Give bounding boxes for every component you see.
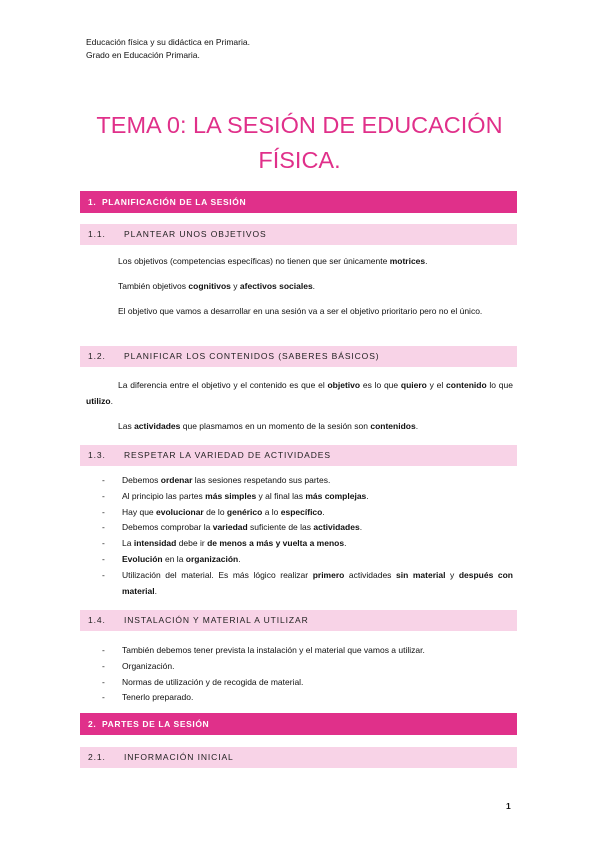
list-item — [102, 505, 513, 521]
subsection-heading-2-1: 2.1. INFORMACIÓN INICIAL — [80, 747, 517, 768]
dash-bullet: - — [102, 538, 105, 549]
list-item-text: Hay que evolucionar de lo genérico a lo específico. — [122, 506, 325, 517]
paragraph-contents-2: Las actividades que plasmamos en un momento de la sesión son contenidos. — [118, 421, 419, 431]
bold-term: quiero — [400, 380, 427, 390]
list-item — [102, 643, 513, 659]
bold-term: más complejas — [305, 490, 367, 501]
bold-term: ordenar — [160, 475, 193, 485]
activities-list — [102, 473, 513, 599]
bold-term: motrices — [389, 256, 426, 266]
list-item-text: Utilización del material. Es más lógico realizar primero actividades sin material y después con material. — [122, 569, 514, 596]
list-item-text: Normas de utilización y de recogida de material. — [122, 676, 304, 687]
list-item — [102, 659, 513, 675]
subsection-heading-2-1-title: INFORMACIÓN INICIAL — [124, 752, 234, 762]
bold-term: de menos a más y vuelta a menos — [207, 538, 345, 549]
list-item — [102, 675, 513, 691]
list-item — [102, 552, 513, 568]
subsection-heading-1-4: 1.4. INSTALACIÓN Y MATERIAL A UTILIZAR — [80, 610, 517, 631]
page-header — [86, 36, 250, 62]
dash-bullet: - — [102, 490, 105, 501]
dash-bullet: - — [102, 506, 105, 517]
bold-term: contenidos — [370, 421, 416, 431]
dash-bullet: - — [102, 553, 105, 564]
bold-term: primero — [312, 569, 345, 580]
bold-term: variedad — [212, 522, 248, 533]
subsection-heading-1-1-title: PLANTEAR UNOS OBJETIVOS — [124, 229, 267, 239]
list-item — [102, 473, 513, 489]
list-item — [102, 690, 513, 706]
subsection-heading-1-2: 1.2. PLANIFICAR LOS CONTENIDOS (SABERES BÁSICOS) — [80, 346, 517, 367]
list-item — [102, 536, 513, 552]
dash-bullet: - — [102, 645, 105, 655]
list-item-text: Debemos comprobar la variedad suficiente de las actividades. — [122, 522, 363, 533]
dash-bullet: - — [102, 660, 105, 671]
bold-term: después con material — [122, 569, 514, 596]
subsection-heading-1-4-title: INSTALACIÓN Y MATERIAL A UTILIZAR — [124, 615, 309, 625]
bold-term: actividades — [134, 421, 181, 431]
bold-term: evolucionar — [156, 506, 204, 517]
bold-term: afectivos sociales — [239, 281, 313, 291]
bold-term: más simples — [205, 490, 257, 501]
subsection-heading-1-1: 1.1. PLANTEAR UNOS OBJETIVOS — [80, 224, 517, 245]
paragraph-objectives-3: El objetivo que vamos a desarrollar en una sesión va a ser el objetivo prioritario pero no el único. — [118, 306, 483, 316]
bold-term: organización — [185, 553, 239, 564]
bold-term: Evolución — [122, 553, 163, 564]
paragraph-contents-1: La diferencia entre el objetivo y el contenido es que el objetivo es lo que quiero y el contenido lo que utilizo. — [86, 380, 513, 406]
list-item-text: También debemos tener prevista la instalación y el material que vamos a utilizar. — [122, 645, 425, 655]
list-item — [102, 520, 513, 536]
section-heading-1-title: PLANIFICACIÓN DE LA SESIÓN — [102, 197, 247, 207]
document-title: TEMA 0: LA SESIÓN DE EDUCACIÓN FÍSICA. — [96, 112, 503, 173]
list-item — [102, 568, 513, 600]
subsection-heading-1-2-title: PLANIFICAR LOS CONTENIDOS (SABERES BÁSICOS) — [124, 351, 380, 361]
bold-term: intensidad — [133, 538, 177, 549]
subsection-heading-1-3-title: RESPETAR LA VARIEDAD DE ACTIVIDADES — [124, 450, 331, 460]
section-heading-1: 1. PLANIFICACIÓN DE LA SESIÓN — [80, 191, 517, 213]
list-item-text: Tenerlo preparado. — [122, 692, 194, 703]
list-item-text: Debemos ordenar las sesiones respetando sus partes. — [122, 475, 331, 485]
section-heading-2-title: PARTES DE LA SESIÓN — [102, 719, 210, 729]
subsection-heading-1-3: 1.3. RESPETAR LA VARIEDAD DE ACTIVIDADES — [80, 445, 517, 466]
list-item — [102, 489, 513, 505]
bold-term: actividades — [313, 522, 360, 533]
bold-term: específico — [280, 506, 323, 517]
list-item-text: La intensidad debe ir de menos a más y vuelta a menos. — [122, 538, 347, 549]
bold-term: genérico — [226, 506, 263, 517]
list-item-text: Evolución en la organización. — [122, 553, 241, 564]
header-degree: Grado en Educación Primaria. — [86, 50, 200, 60]
dash-bullet: - — [102, 569, 105, 580]
paragraph-objectives-1: Los objetivos (competencias específicas) no tienen que ser únicamente motrices. — [118, 256, 428, 266]
dash-bullet: - — [102, 676, 105, 687]
bold-term: contenido — [446, 380, 487, 390]
paragraph-objectives-2: También objetivos cognitivos y afectivos sociales. — [118, 281, 316, 291]
dash-bullet: - — [102, 475, 105, 485]
bold-term: objetivo — [327, 380, 361, 390]
dash-bullet: - — [102, 522, 105, 533]
bold-term: cognitivos — [188, 281, 231, 291]
bold-term: sin material — [396, 569, 446, 580]
section-heading-2: 2. PARTES DE LA SESIÓN — [80, 713, 517, 735]
list-item-text: Al principio las partes más simples y al final las más complejas. — [122, 490, 369, 501]
page-number: 1 — [506, 801, 511, 811]
header-course: Educación física y su didáctica en Primaria. — [86, 37, 250, 47]
material-list — [102, 643, 513, 706]
dash-bullet: - — [102, 692, 105, 703]
bold-term: utilizo — [86, 395, 111, 406]
list-item-text: Organización. — [122, 660, 175, 671]
